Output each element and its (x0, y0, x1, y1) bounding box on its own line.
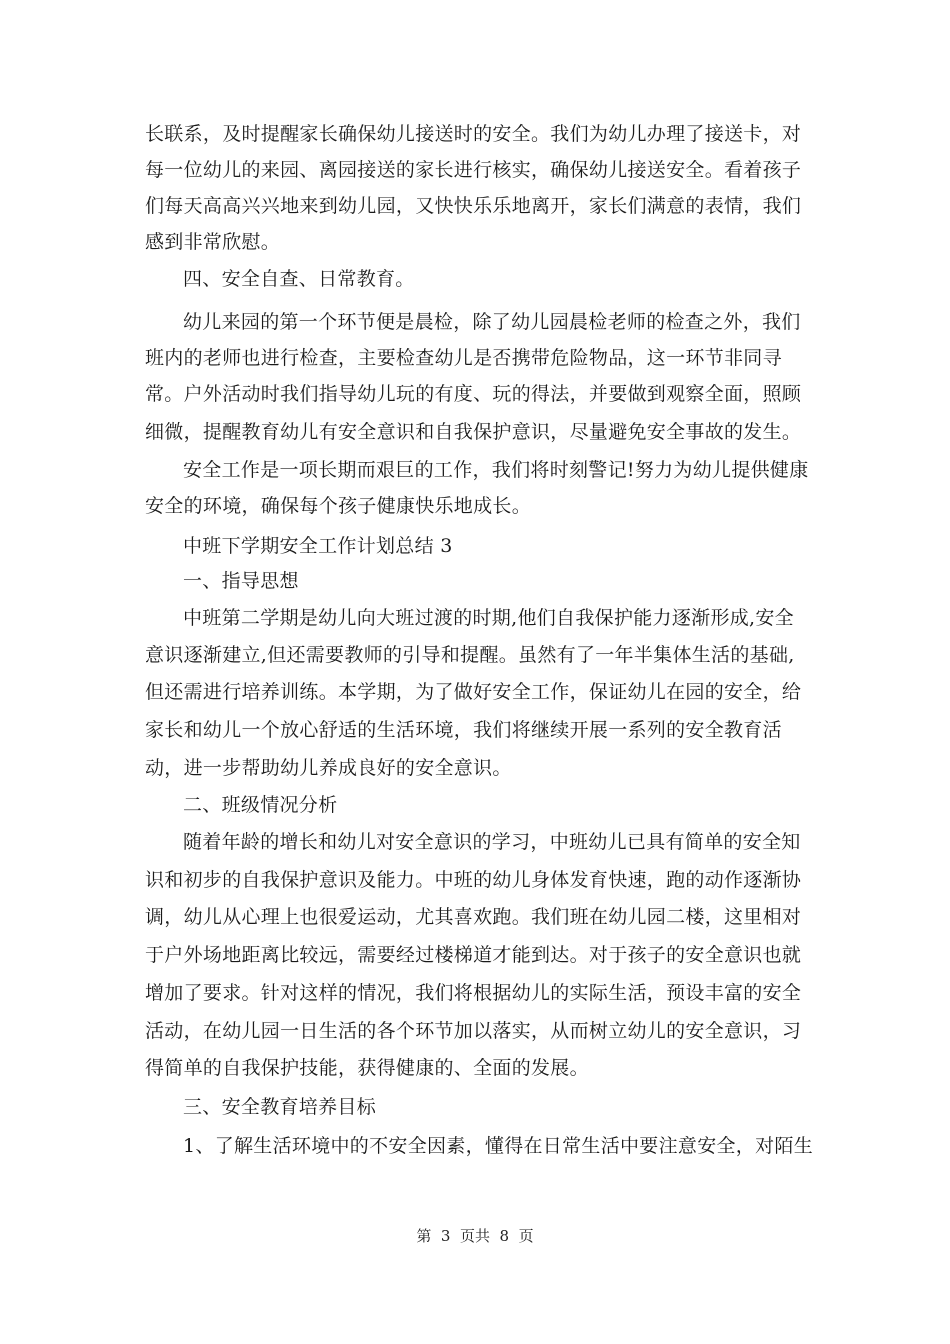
text-line: 细微，提醒教育幼儿有安全意识和自我保护意识，尽量避免安全事故的发生。 (145, 421, 802, 443)
text-line: 幼儿来园的第一个环节便是晨检，除了幼儿园晨检老师的检查之外，我们 (183, 311, 801, 333)
text-line: 家长和幼儿一个放心舒适的生活环境，我们将继续开展一系列的安全教育活 (145, 719, 782, 741)
section-heading: 四、安全自查、日常教育。 (183, 268, 415, 290)
text-line: 活动，在幼儿园一日生活的各个环节加以落实，从而树立幼儿的安全意识，习 (145, 1020, 802, 1042)
text-line: 长联系，及时提醒家长确保幼儿接送时的安全。我们为幼儿办理了接送卡，对 (145, 123, 802, 145)
text-line: 意识逐渐建立,但还需要教师的引导和提醒。虽然有了一年半集体生活的基础, (145, 644, 795, 666)
text-line: 于户外场地距离比较远，需要经过楼梯道才能到达。对于孩子的安全意识也就 (145, 944, 802, 966)
text-line: 识和初步的自我保护意识及能力。中班的幼儿身体发育快速，跑的动作逐渐协 (145, 869, 802, 891)
text-line: 得简单的自我保护技能，获得健康的、全面的发展。 (145, 1057, 589, 1079)
text-line: 们每天高高兴兴地来到幼儿园，又快快乐乐地离开，家长们满意的表情，我们 (145, 195, 802, 217)
text-line: 1、了解生活环境中的不安全因素，懂得在日常生活中要注意安全，对陌生 (183, 1135, 813, 1157)
text-line: 随着年龄的增长和幼儿对安全意识的学习，中班幼儿已具有简单的安全知 (183, 831, 801, 853)
text-line: 感到非常欣慰。 (145, 231, 281, 253)
text-line: 安全工作是一项长期而艰巨的工作，我们将时刻警记!努力为幼儿提供健康 (183, 459, 809, 481)
text-line: 安全的环境，确保每个孩子健康快乐地成长。 (145, 495, 532, 517)
page-number-footer: 第 3 页共 8 页 (416, 1227, 534, 1245)
text-line: 增加了要求。针对这样的情况，我们将根据幼儿的实际生活，预设丰富的安全 (145, 982, 802, 1004)
text-line: 每一位幼儿的来园、离园接送的家长进行核实，确保幼儿接送安全。看着孩子 (145, 159, 802, 181)
text-line: 常。户外活动时我们指导幼儿玩的有度、玩的得法，并要做到观察全面，照顾 (145, 383, 802, 405)
section-heading: 二、班级情况分析 (183, 794, 338, 816)
section-heading: 三、安全教育培养目标 (183, 1096, 377, 1118)
text-line: 中班第二学期是幼儿向大班过渡的时期,他们自我保护能力逐渐形成,安全 (183, 607, 794, 629)
text-line: 但还需进行培养训练。本学期，为了做好安全工作，保证幼儿在园的安全，给 (145, 681, 802, 703)
text-line: 动，进一步帮助幼儿养成良好的安全意识。 (145, 757, 512, 779)
section-heading: 一、指导思想 (183, 570, 299, 592)
text-line: 班内的老师也进行检查，主要检查幼儿是否携带危险物品，这一环节非同寻 (145, 347, 782, 369)
text-line: 调，幼儿从心理上也很爱运动，尤其喜欢跑。我们班在幼儿园二楼，这里相对 (145, 906, 802, 928)
section-title: 中班下学期安全工作计划总结 3 (183, 535, 453, 557)
